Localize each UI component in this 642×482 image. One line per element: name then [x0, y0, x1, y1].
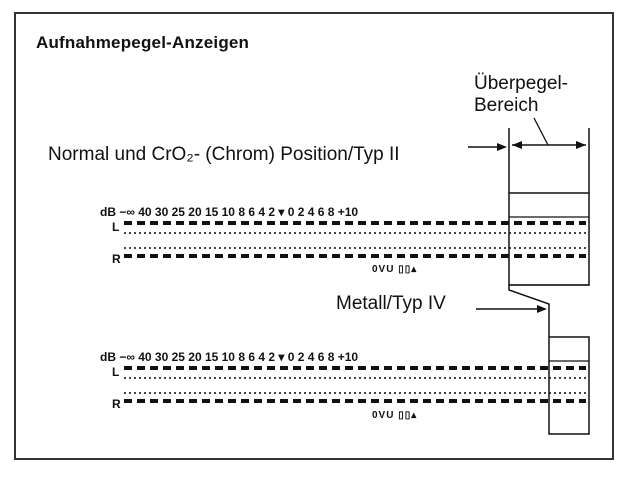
meter-2-ovu: 0VU ▯▯▴ [372, 410, 418, 421]
meter-1-channel-r: R [112, 252, 121, 266]
overload-box-upper [509, 193, 589, 285]
range-arrow-left-head [512, 141, 522, 149]
overload-label-line1: Überpegel- [474, 73, 568, 94]
meter-1-ovu: 0VU ▯▯▴ [372, 264, 418, 275]
figure-title: Aufnahmepegel-Anzeigen [36, 33, 250, 52]
overload-label-line2: Bereich [474, 95, 539, 116]
range-arrow-right-head [576, 141, 586, 149]
normal-arrow-head [497, 143, 507, 151]
funnel-left-edge [509, 285, 549, 337]
meter-1-channel-l: L [112, 220, 120, 234]
meter-2-scale: dB −∞ 40 30 25 20 15 10 8 6 4 2 ▾ 0 2 4 6 8 +10 [100, 350, 359, 364]
meter-2-channel-l: L [112, 365, 120, 379]
metal-arrow-head [537, 305, 547, 313]
meter-2-channel-r: R [112, 397, 121, 411]
metal-label: Metall/Typ IV [336, 293, 446, 314]
overload-box-lower [549, 337, 589, 434]
meter-1-scale: dB −∞ 40 30 25 20 15 10 8 6 4 2 ▾ 0 2 4 6 8 +10 [100, 205, 359, 219]
normal-crom-label: Normal und CrO₂- (Chrom) Position/Typ II [48, 144, 400, 165]
overload-label-leader [534, 118, 548, 145]
